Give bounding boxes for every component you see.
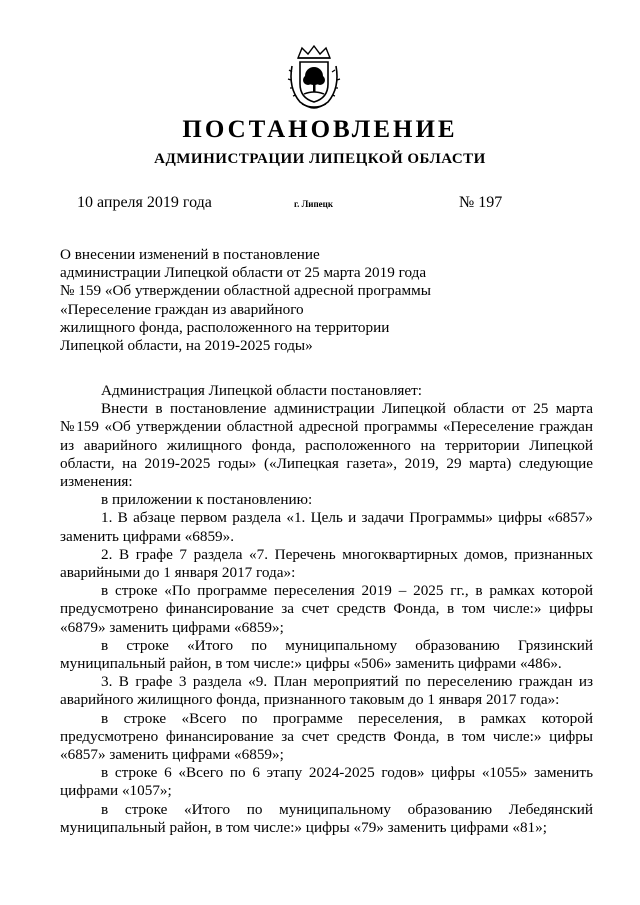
issuer-name: АДМИНИСТРАЦИИ ЛИПЕЦКОЙ ОБЛАСТИ (154, 151, 486, 167)
document-date: 10 апреля 2019 года (77, 194, 212, 211)
paragraph: в строке «Всего по программе переселения, в рамках которой предусмотрено финансирование за счет средств Фонда, в том числе:» цифры «6857» заменить цифрами «6859»; (60, 709, 593, 764)
document-title: ПОСТАНОВЛЕНИЕ (182, 116, 458, 143)
subject-line: Липецкой области, на 2019-2025 годы» (60, 337, 313, 355)
paragraph: Внести в постановление администрации Липецкой области от 25 марта №159 «Об утверждении областной адресной программы «Переселение граждан из аварийного жилищного фонда, расположенного на территории Липецкой области, на 2019-2025 годы» («Липецкая газета», 2019, 29 марта) следующие изменения: (60, 400, 593, 491)
paragraph: в строке 6 «Всего по 6 этапу 2024-2025 годов» цифры «1055» заменить цифрами «1057»; (60, 764, 593, 800)
coat-of-arms-emblem (286, 44, 342, 110)
paragraph: 2. В графе 7 раздела «7. Перечень многоквартирных домов, признанных аварийными до 1 января 2017 года»: (60, 545, 593, 582)
paragraph: Администрация Липецкой области постановляет: (101, 382, 422, 399)
paragraph: в строке «По программе переселения 2019 – 2025 гг., в рамках которой предусмотрено финансирование за счет средств Фонда, в том числе:» цифры «6879» заменить цифрами «6859»; (60, 582, 593, 636)
document-subject (60, 246, 431, 355)
document-number: № 197 (459, 194, 503, 211)
paragraph: 1. В абзаце первом раздела «1. Цель и задачи Программы» цифры «6857» заменить цифрами «6859». (60, 509, 593, 545)
subject-line: № 159 «Об утверждении областной адресной программы (60, 282, 431, 300)
subject-line: О внесении изменений в постановление (60, 246, 320, 263)
document-city: г. Липецк (294, 199, 334, 209)
paragraph: в строке «Итого по муниципальному образованию Лебедянский муниципальный район, в том числе:» цифры «79» заменить цифрами «81»; (60, 800, 593, 836)
paragraph: в приложении к постановлению: (101, 491, 313, 509)
paragraph: 3. В графе 3 раздела «9. План мероприятий по переселению граждан из аварийного жилищного фонда, признанного таковым до 1 января 2017 года»: (60, 673, 593, 709)
subject-line: «Переселение граждан из аварийного (60, 300, 304, 318)
paragraph: в строке «Итого по муниципальному образованию Грязинский муниципальный район, в том числе:» цифры «506» заменить цифрами «486». (60, 636, 593, 673)
document-body (60, 382, 593, 837)
subject-line: жилищного фонда, расположенного на территории (60, 318, 390, 336)
subject-line: администрации Липецкой области от 25 марта 2019 года (60, 264, 427, 282)
